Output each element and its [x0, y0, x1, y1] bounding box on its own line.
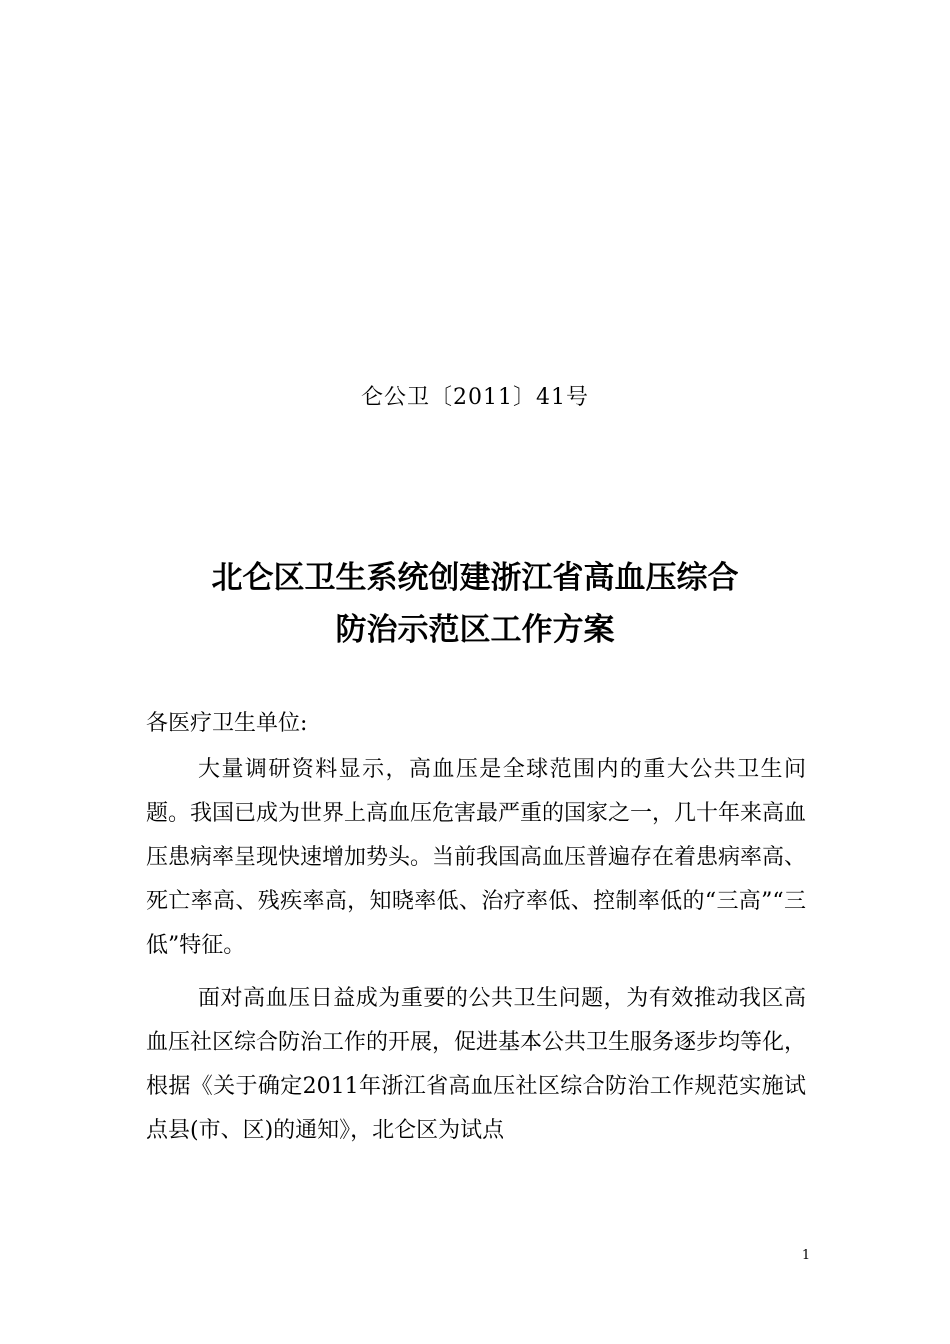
document-body [146, 702, 806, 1162]
paragraph-2: 面对高血压日益成为重要的公共卫生问题，为有效推动我区高血压社区综合防治工作的开展，促进基本公共卫生服务逐步均等化，根据《关于确定2011年浙江省高血压社区综合防治工作规范实施试点县(市、区)的通知》，北仑区为试点 [146, 986, 807, 1143]
document-number: 仑公卫〔2011〕41号 [361, 385, 589, 410]
title-line-1: 北仑区卫生系统创建浙江省高血压综合 [211, 560, 739, 596]
page-number: 1 [801, 1248, 811, 1263]
salutation: 各医疗卫生单位: [146, 711, 308, 736]
paragraph-1: 大量调研资料显示，高血压是全球范围内的重大公共卫生问题。我国已成为世界上高血压危害最严重的国家之一，几十年来高血压患病率呈现快速增加势头。当前我国高血压普遍存在着患病率高、死亡率高、残疾率高，知晓率低、治疗率低、控制率低的“三高”“三低”特征。 [146, 757, 807, 958]
document-title [0, 552, 950, 656]
title-line-2: 防治示范区工作方案 [335, 612, 615, 648]
